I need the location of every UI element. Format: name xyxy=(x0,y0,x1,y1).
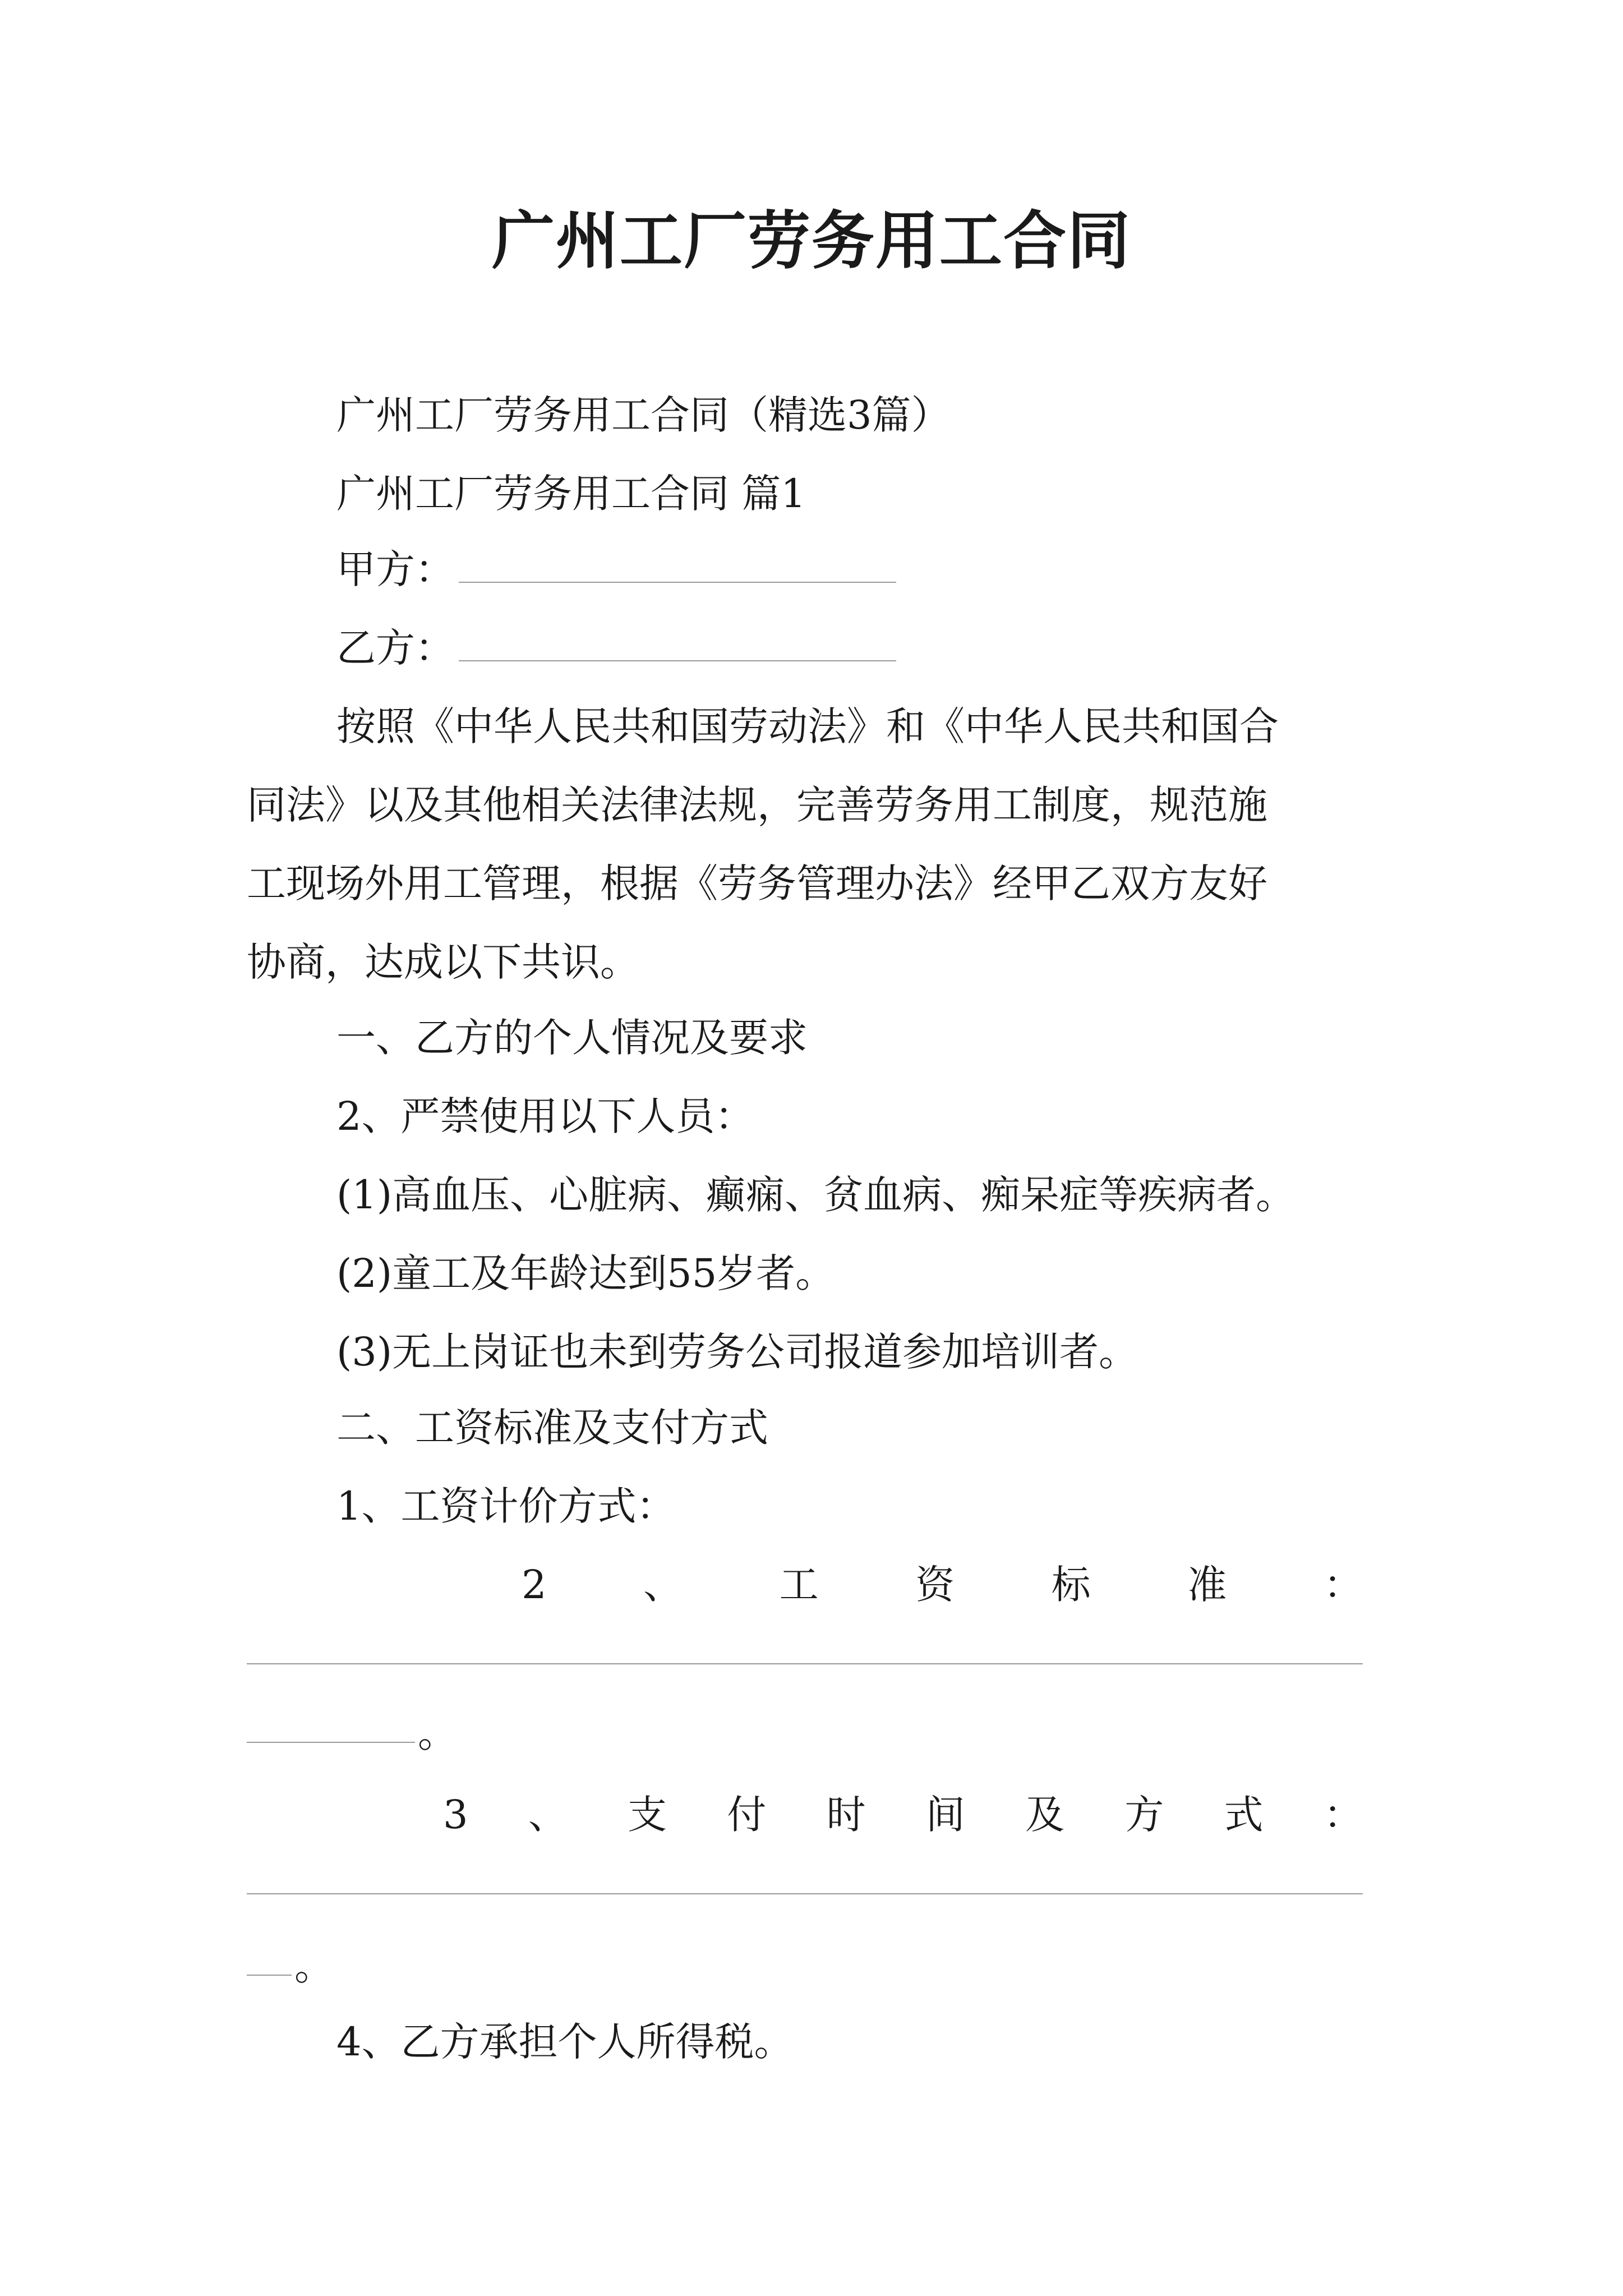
wage-standard-line xyxy=(522,1557,1363,1613)
payment-char: 及 xyxy=(1025,1792,1065,1838)
intro-line-1: 按照《中华人民共和国劳动法》和《中华人民共和国合 xyxy=(336,703,1279,749)
intro-line-4: 协商，达成以下共识。 xyxy=(247,939,639,985)
payment-char: ： xyxy=(1323,1792,1363,1838)
wage-standard-char: 、 xyxy=(643,1562,683,1608)
wage-standard-char: ： xyxy=(1323,1562,1363,1608)
prohibited-item: 2、严禁使用以下人员： xyxy=(336,1093,754,1139)
payment-char: 、 xyxy=(528,1792,568,1838)
payment-blank-short xyxy=(247,1975,292,1976)
sub-item-1: (1)高血压、心脏病、癫痫、贫血病、痴呆症等疾病者。 xyxy=(336,1172,1295,1218)
document-subtitle: 广州工厂劳务用工合同（精选3篇） xyxy=(336,392,951,438)
payment-char: 付 xyxy=(727,1792,767,1838)
payment-char: 时 xyxy=(826,1792,866,1838)
payment-end: 。 xyxy=(294,1943,334,1989)
sub-item-3: (3)无上岗证也未到劳务公司报道参加培训者。 xyxy=(336,1329,1138,1375)
wage-standard-char: 资 xyxy=(915,1562,955,1608)
tax-line: 4、乙方承担个人所得税。 xyxy=(336,2019,794,2065)
party-a-blank xyxy=(459,572,896,583)
payment-char: 3 xyxy=(443,1792,468,1838)
party-b-blank xyxy=(459,650,896,661)
payment-char: 方 xyxy=(1124,1792,1164,1838)
party-a-line xyxy=(336,541,896,597)
wage-standard-blank-rule xyxy=(247,1663,1363,1664)
wage-standard-blank-short xyxy=(247,1742,415,1743)
sub-item-2: (2)童工及年龄达到55岁者。 xyxy=(336,1250,835,1296)
wage-standard-end: 。 xyxy=(418,1710,457,1756)
payment-char: 间 xyxy=(925,1792,965,1838)
wage-standard-char: 标 xyxy=(1051,1562,1091,1608)
intro-line-3: 工现场外用工管理，根据《劳务管理办法》经甲乙双方友好 xyxy=(247,861,1267,907)
payment-line xyxy=(443,1787,1363,1843)
party-b-line xyxy=(336,620,896,676)
section2-title: 二、工资标准及支付方式 xyxy=(336,1405,768,1451)
section1-title: 一、乙方的个人情况及要求 xyxy=(336,1015,808,1061)
page-title: 广州工厂劳务用工合同 xyxy=(492,204,1131,278)
payment-char: 支 xyxy=(628,1792,667,1838)
intro-line-2: 同法》以及其他相关法律法规，完善劳务用工制度，规范施 xyxy=(247,782,1267,828)
party-b-label: 乙方： xyxy=(336,625,454,671)
payment-char: 式 xyxy=(1224,1792,1264,1838)
payment-blank-rule xyxy=(247,1893,1363,1894)
party-a-label: 甲方： xyxy=(336,546,454,592)
wage-method: 1、工资计价方式： xyxy=(336,1483,676,1529)
wage-standard-char: 2 xyxy=(522,1562,547,1608)
wage-standard-char: 准 xyxy=(1187,1562,1227,1608)
wage-standard-char: 工 xyxy=(779,1562,819,1608)
section-heading: 广州工厂劳务用工合同 篇1 xyxy=(336,471,806,517)
